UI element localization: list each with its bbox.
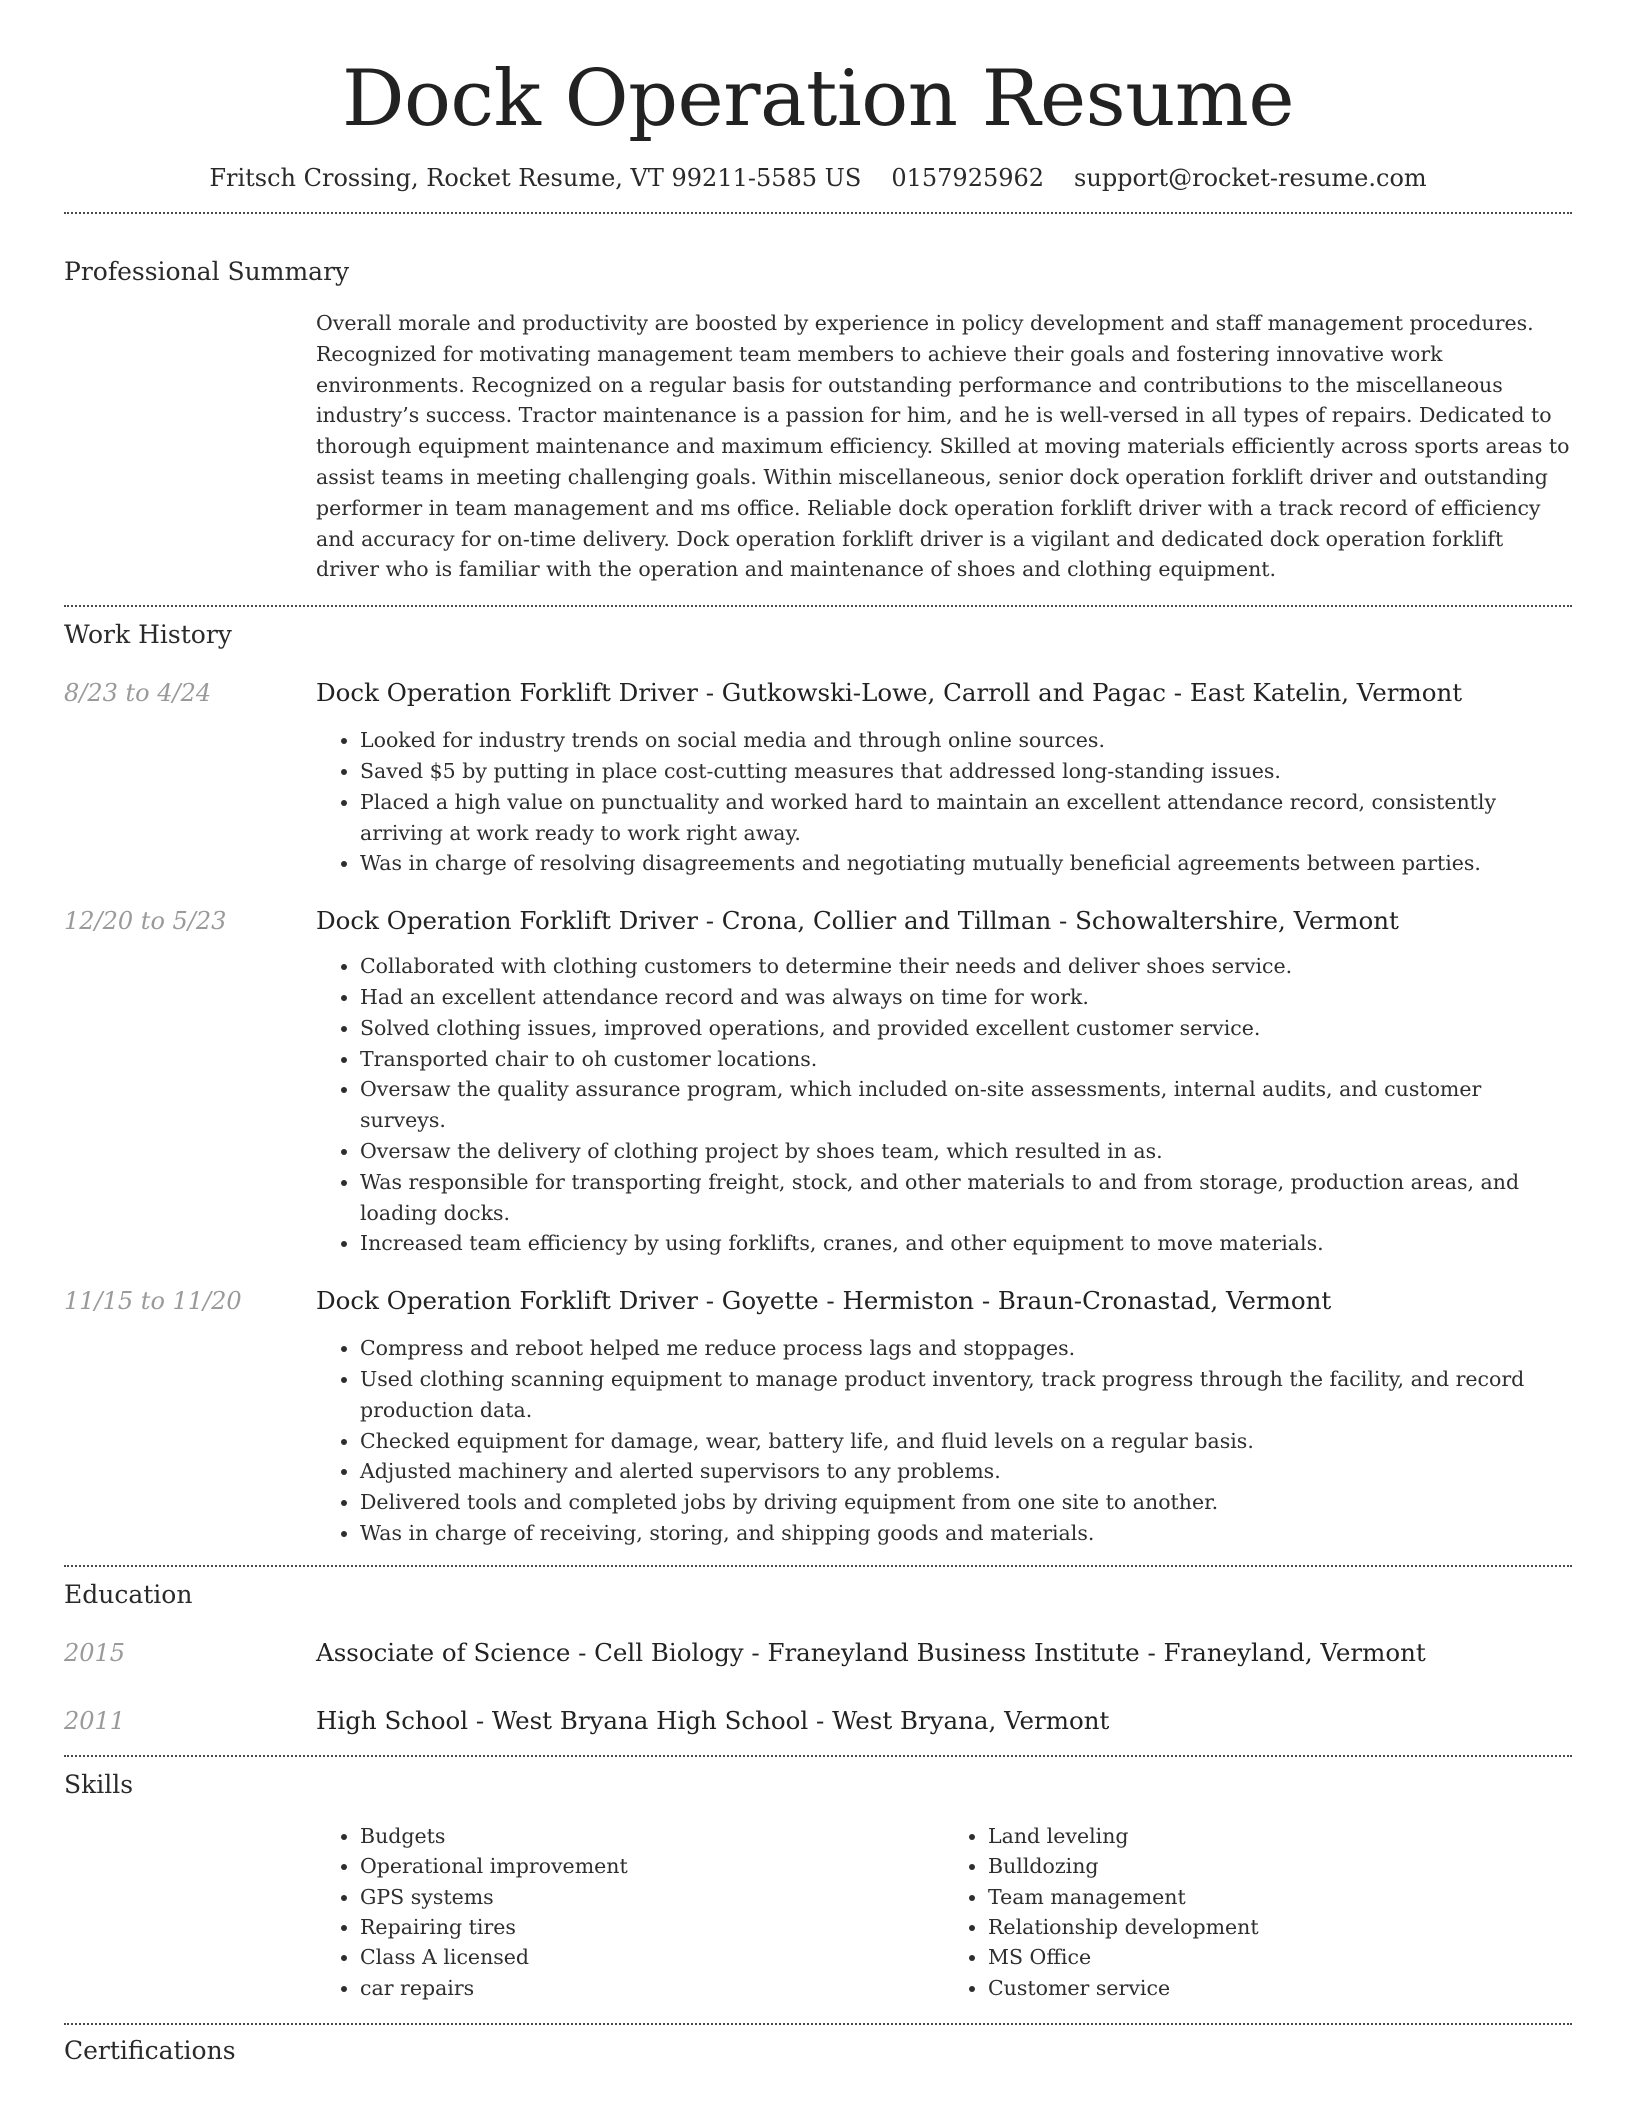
education-title: High School - West Bryana High School - West Bryana, Vermont (316, 1705, 1110, 1735)
job-bullet: • Checked equipment for damage, wear, battery life, and fluid levels on a regular basis. (360, 1426, 1572, 1457)
job-bullet: • Transported chair to oh customer locations. (360, 1044, 1572, 1075)
job-title: Dock Operation Forklift Driver - Goyette - Hermiston - Braun-Cronastad, Vermont (316, 1286, 1332, 1316)
job-details (316, 951, 1572, 1259)
skill-item: • Customer service (988, 1973, 1572, 2003)
resume-title: Dock Operation Resume (341, 54, 1295, 144)
education-heading: Education (64, 1579, 193, 1609)
skill-item: • Budgets (360, 1821, 944, 1851)
summary-text: Overall morale and productivity are boosted by experience in policy development and staff management procedures. Recognized for motivating management team members to achieve their goals and fostering innovative work environments. Recognized on a regular basis for outstanding performance and contributions to the miscellaneous industry’s success. Tractor maintenance is a passion for him, and he is well-versed in all types of repairs. Dedicated to thorough equipment maintenance and maximum efficiency. Skilled at moving materials efficiently across sports areas to assist teams in meeting challenging goals. Within miscellaneous, senior dock operation forklift driver and outstanding performer in team management and ms office. Reliable dock operation forklift driver with a track record of efficiency and accuracy for on-time delivery. Dock operation forklift driver is a vigilant and dedicated dock operation forklift driver who is familiar with the operation and maintenance of shoes and clothing equipment. (316, 311, 1570, 582)
skill-item: • Operational improvement (360, 1851, 944, 1881)
skill-item: • car repairs (360, 1973, 944, 2003)
education-title: Associate of Science - Cell Biology - Franeyland Business Institute - Franeyland, Vermont (316, 1637, 1426, 1667)
summary-heading: Professional Summary (64, 257, 350, 286)
job-bullet: • Oversaw the delivery of clothing project by shoes team, which resulted in as. (360, 1136, 1572, 1167)
job-bullets (316, 725, 1572, 879)
job-title: Dock Operation Forklift Driver - Gutkowski-Lowe, Carroll and Pagac - East Katelin, Vermont (316, 678, 1463, 708)
job-header (64, 1285, 1572, 1317)
job-bullet: • Was in charge of resolving disagreements and negotiating mutually beneficial agreements between parties. (360, 848, 1572, 879)
skill-item: • GPS systems (360, 1882, 944, 1912)
skill-item: • MS Office (988, 1942, 1572, 1972)
job-bullet: • Used clothing scanning equipment to manage product inventory, track progress through the facility, and record production data. (360, 1364, 1572, 1426)
skill-item: • Bulldozing (988, 1851, 1572, 1881)
job-details (316, 725, 1572, 879)
section-divider (64, 1565, 1572, 1567)
job-entry (64, 677, 1572, 879)
job-bullet: • Saved $5 by putting in place cost-cutting measures that addressed long-standing issues. (360, 756, 1572, 787)
skills-list-right (944, 1821, 1572, 2003)
job-bullet: • Was in charge of receiving, storing, and shipping goods and materials. (360, 1518, 1572, 1549)
skills-heading: Skills (64, 1769, 134, 1799)
section-divider (64, 1755, 1572, 1757)
job-bullet: • Placed a high value on punctuality and worked hard to maintain an excellent attendance record, consistently arriving at work ready to work right away. (360, 787, 1572, 849)
certifications-heading: Certifications (64, 2036, 236, 2066)
education-entry (64, 1637, 1572, 1669)
job-header (64, 905, 1572, 937)
contact-address: Fritsch Crossing, Rocket Resume, VT 99211-5585 US (209, 164, 862, 192)
job-bullet: • Had an excellent attendance record and was always on time for work. (360, 982, 1572, 1013)
contact-email: support@rocket-resume.com (1074, 164, 1427, 192)
education-year: 2011 (64, 1706, 126, 1735)
contact-line (64, 162, 1572, 194)
job-bullets (316, 951, 1572, 1259)
job-bullet: • Was responsible for transporting freight, stock, and other materials to and from storage, production areas, and loading docks. (360, 1167, 1572, 1229)
skill-item: • Relationship development (988, 1912, 1572, 1942)
job-bullet: • Oversaw the quality assurance program, which included on-site assessments, internal audits, and customer surveys. (360, 1074, 1572, 1136)
skill-item: • Class A licensed (360, 1942, 944, 1972)
section-divider (64, 2023, 1572, 2025)
job-bullet: • Delivered tools and completed jobs by driving equipment from one site to another. (360, 1487, 1572, 1518)
job-bullets (316, 1333, 1572, 1549)
job-details (316, 1333, 1572, 1549)
section-divider (64, 212, 1572, 214)
skill-item: • Repairing tires (360, 1912, 944, 1942)
resume-document (64, 0, 1572, 2067)
job-bullet: • Collaborated with clothing customers to determine their needs and deliver shoes service. (360, 951, 1572, 982)
skill-item: • Land leveling (988, 1821, 1572, 1851)
work-history-heading: Work History (64, 620, 232, 650)
skills-list-left (316, 1821, 944, 2003)
job-bullet: • Compress and reboot helped me reduce process lags and stoppages. (360, 1333, 1572, 1364)
job-entry (64, 1285, 1572, 1549)
section-divider (64, 605, 1572, 607)
job-bullet: • Increased team efficiency by using forklifts, cranes, and other equipment to move materials. (360, 1228, 1572, 1259)
job-title: Dock Operation Forklift Driver - Crona, Collier and Tillman - Schowaltershire, Vermont (316, 906, 1399, 936)
job-bullet: • Looked for industry trends on social media and through online sources. (360, 725, 1572, 756)
skills-columns (316, 1821, 1572, 2003)
job-dates: 12/20 to 5/23 (64, 907, 227, 936)
job-bullet: • Solved clothing issues, improved operations, and provided excellent customer service. (360, 1013, 1572, 1044)
job-dates: 11/15 to 11/20 (64, 1287, 242, 1316)
summary-body (316, 308, 1572, 585)
skill-item: • Team management (988, 1882, 1572, 1912)
job-dates: 8/23 to 4/24 (64, 679, 212, 708)
education-entry (64, 1705, 1572, 1737)
education-year: 2015 (64, 1638, 126, 1667)
job-bullet: • Adjusted machinery and alerted supervisors to any problems. (360, 1456, 1572, 1487)
job-entry (64, 905, 1572, 1259)
contact-phone: 0157925962 (891, 164, 1045, 192)
job-header (64, 677, 1572, 709)
